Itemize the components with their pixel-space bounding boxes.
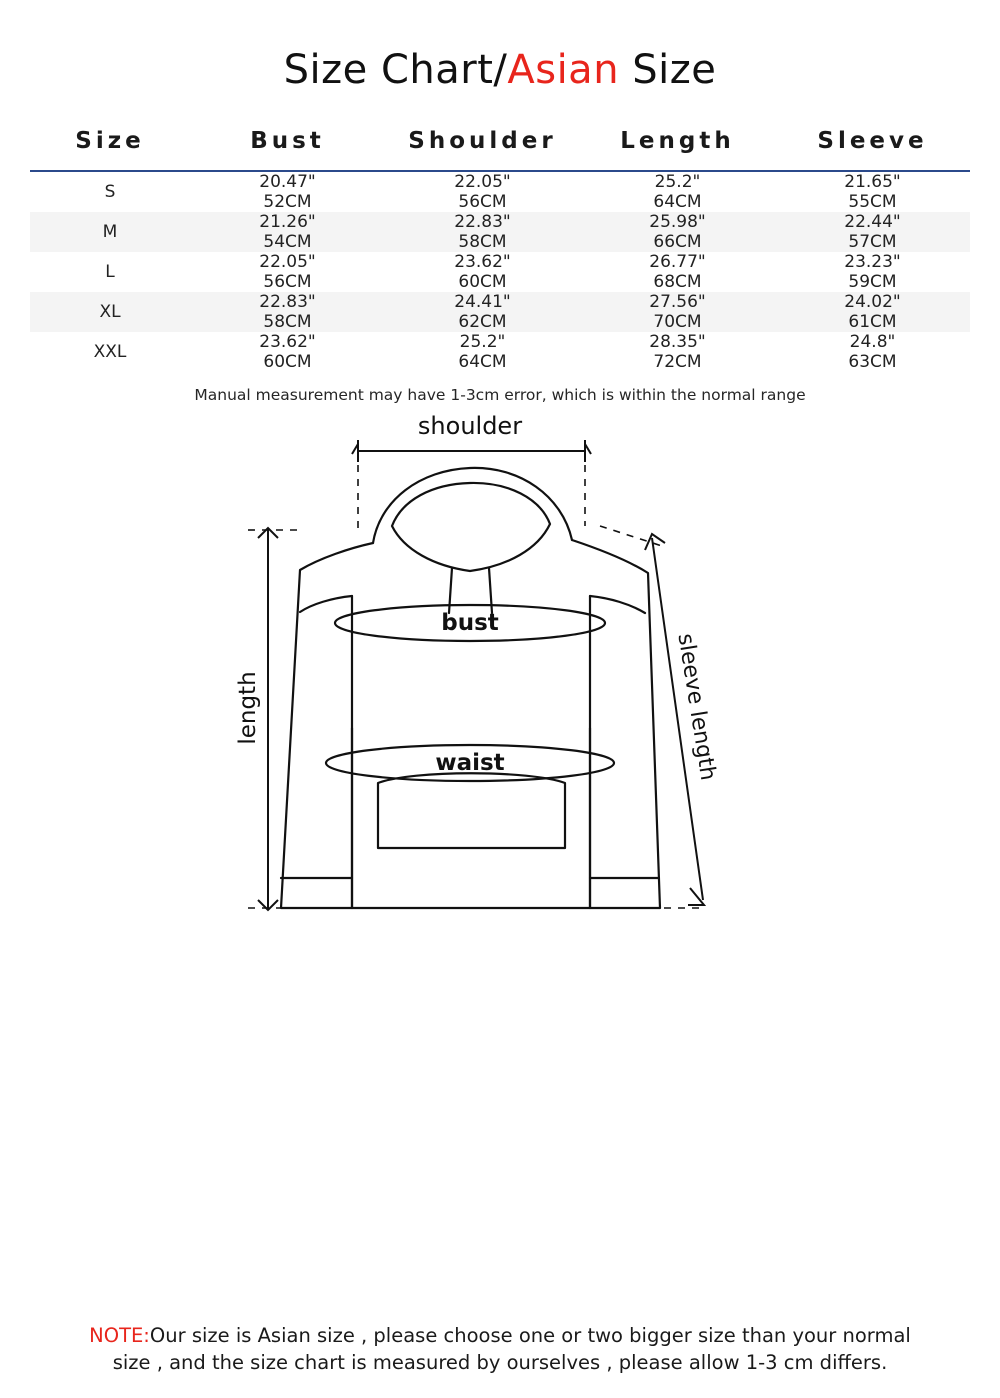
column-header-length: Length (620, 128, 735, 154)
cell-length-cm: 68CM (653, 272, 702, 292)
cell-sleeve-cm: 61CM (775, 312, 970, 332)
hood-inner (392, 483, 550, 571)
title-part-1: Size Chart/ (283, 47, 508, 93)
cell-sleeve-cm: 55CM (848, 192, 897, 212)
hood-outline (373, 468, 572, 543)
cell-sleeve-cm: 57CM (775, 232, 970, 252)
cell-bust-inch: 23.62" (259, 332, 316, 352)
label-shoulder: shoulder (417, 412, 523, 440)
cell-size: M (30, 212, 190, 252)
cell-length-cm: 72CM (653, 352, 702, 372)
column-header-sleeve: Sleeve (817, 128, 928, 154)
cell-bust-inch: 21.26" (190, 212, 385, 232)
cell-sleeve-inch: 23.23" (844, 252, 901, 272)
footer-note-line-1: Our size is Asian size , please choose one or two bigger size than your normal (149, 1324, 911, 1348)
footer-note-line-2: size , and the size chart is measured by ourselves , please allow 1-3 cm differs. (112, 1350, 888, 1374)
cell-sleeve-inch: 21.65" (844, 172, 901, 192)
cell-shoulder-cm: 58CM (385, 232, 580, 252)
cell-shoulder-inch: 22.83" (385, 212, 580, 232)
measurement-note: Manual measurement may have 1-3cm error, which is within the normal range (194, 386, 806, 404)
label-bust: bust (441, 610, 499, 636)
cell-bust-cm: 60CM (263, 352, 312, 372)
title-accent: Asian (507, 47, 620, 93)
cell-sleeve-inch: 22.44" (775, 212, 970, 232)
cell-bust-cm: 56CM (263, 272, 312, 292)
table-row (30, 171, 970, 192)
column-header-shoulder: Shoulder (408, 128, 557, 154)
cell-size: XXL (93, 342, 127, 362)
cell-length-cm: 64CM (653, 192, 702, 212)
cell-bust-inch: 22.83" (190, 292, 385, 312)
hoodie-body-outline (281, 540, 660, 908)
cell-shoulder-cm: 56CM (458, 192, 507, 212)
cell-shoulder-cm: 62CM (385, 312, 580, 332)
cell-bust-cm: 58CM (190, 312, 385, 332)
footer-note (0, 1323, 1000, 1376)
cell-shoulder-inch: 23.62" (454, 252, 511, 272)
cell-length-inch: 25.2" (654, 172, 701, 192)
cell-shoulder-inch: 24.41" (385, 292, 580, 312)
kangaroo-pocket (378, 773, 565, 848)
cell-sleeve-inch: 24.02" (775, 292, 970, 312)
table-row (30, 252, 970, 272)
cell-length-inch: 26.77" (649, 252, 706, 272)
size-chart-table (30, 116, 970, 372)
cell-bust-cm: 54CM (190, 232, 385, 252)
cell-sleeve-inch: 24.8" (849, 332, 896, 352)
title-part-2: Size (619, 47, 717, 93)
column-header-bust: Bust (250, 128, 325, 154)
cell-shoulder-inch: 22.05" (454, 172, 511, 192)
table-row (30, 332, 970, 352)
label-length: length (235, 671, 261, 745)
label-waist: waist (435, 750, 505, 776)
column-header-size: Size (75, 128, 145, 154)
cell-shoulder-inch: 25.2" (459, 332, 506, 352)
cell-shoulder-cm: 64CM (458, 352, 507, 372)
left-armhole (300, 596, 352, 612)
cell-bust-cm: 52CM (263, 192, 312, 212)
cell-length-inch: 27.56" (580, 292, 775, 312)
length-dimension-arrow (258, 528, 278, 910)
table-body (30, 171, 970, 372)
table-row (30, 292, 970, 312)
cell-length-inch: 28.35" (649, 332, 706, 352)
cell-size: S (104, 182, 116, 202)
cell-length-cm: 70CM (580, 312, 775, 332)
table-header (30, 116, 970, 171)
cell-sleeve-cm: 63CM (848, 352, 897, 372)
cell-length-cm: 66CM (580, 232, 775, 252)
table-header-row (30, 116, 970, 171)
cell-bust-inch: 20.47" (259, 172, 316, 192)
cell-bust-inch: 22.05" (259, 252, 316, 272)
cell-length-inch: 25.98" (580, 212, 775, 232)
footer-note-label: NOTE: (89, 1324, 150, 1348)
table-row (30, 212, 970, 232)
cell-size: XL (30, 292, 190, 332)
cell-size: L (105, 262, 115, 282)
hoodie-diagram (0, 408, 1000, 928)
cell-sleeve-cm: 59CM (848, 272, 897, 292)
cell-shoulder-cm: 60CM (458, 272, 507, 292)
shoulder-dimension-arrow (358, 440, 585, 462)
page-title (0, 0, 1000, 92)
right-armhole (590, 596, 645, 613)
label-sleeve-length: sleeve length (672, 631, 721, 783)
